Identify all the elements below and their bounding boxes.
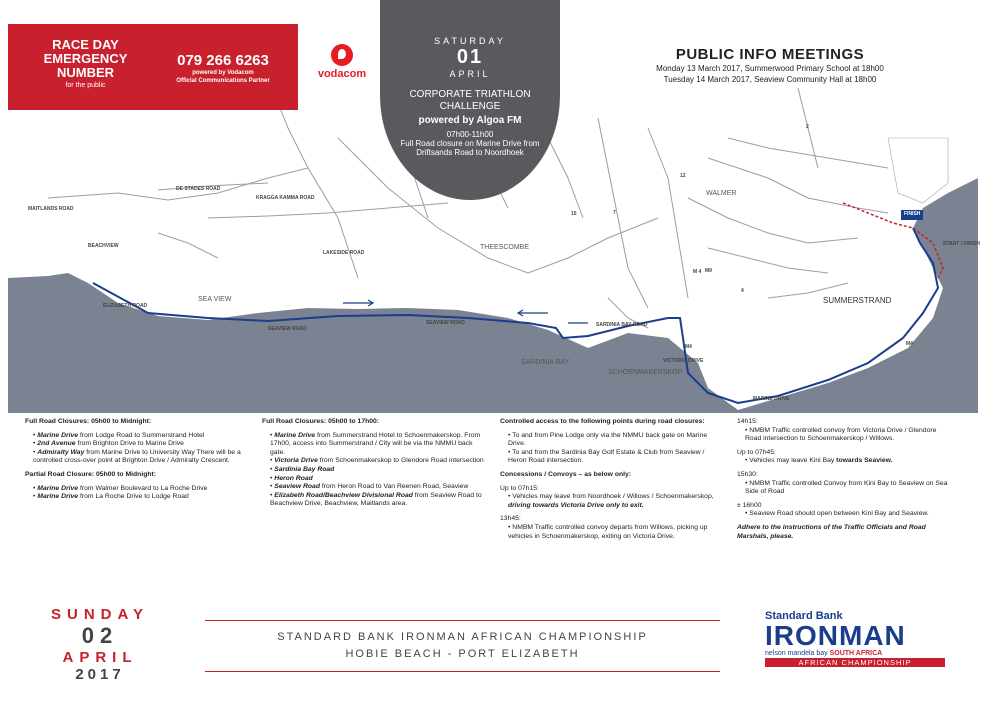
section-heading: Concessions / Convoys – as below only: bbox=[500, 470, 632, 478]
emergency-subtitle: for the public bbox=[65, 82, 106, 89]
route-number: 2 bbox=[806, 124, 809, 130]
meetings-title: PUBLIC INFO MEETINGS bbox=[675, 46, 865, 63]
event-badge bbox=[380, 0, 560, 200]
area-label: SARDINIA BAY bbox=[521, 359, 570, 366]
event-name-2: CHALLENGE bbox=[439, 101, 501, 112]
emergency-phone[interactable]: 079 266 6263 bbox=[177, 52, 269, 69]
time-label: 15h30: bbox=[737, 470, 758, 478]
event-powered: powered by Algoa FM bbox=[418, 115, 522, 126]
footer-date bbox=[30, 606, 170, 683]
brand-name: IRONMAN bbox=[765, 620, 906, 651]
closure-item: • Marine Drive from La Roche Drive to Lodge Road bbox=[33, 493, 250, 502]
map-label: SEAVIEW ROAD bbox=[268, 326, 307, 332]
info-column-4 bbox=[737, 418, 952, 546]
map-label: VICTORIA DRIVE bbox=[663, 358, 704, 364]
emergency-powered: powered by Vodacom bbox=[192, 70, 254, 76]
section-heading: Partial Road Closure: 05h00 to Midnight: bbox=[25, 470, 157, 478]
emergency-title-1: RACE DAY bbox=[52, 37, 119, 52]
access-item: • To and from Pine Lodge only via the NMMU back gate on Marine Drive. bbox=[508, 432, 720, 449]
time-label: Up to 07h15: bbox=[500, 484, 539, 492]
footer-title bbox=[205, 620, 720, 672]
start-finish-label: START / FINISH bbox=[943, 241, 980, 247]
time-label: 14h15: bbox=[737, 418, 758, 425]
map-label: SEAVIEW ROAD bbox=[426, 320, 465, 326]
convoy-item: • NMBM Traffic controlled convoy departs from Willows, picking up vehicles in Schoenmakerskop, exiting on Victoria Drive. bbox=[508, 524, 720, 541]
vodacom-name: vodacom bbox=[317, 68, 367, 80]
closure-item: • Elizabeth Road/Beachview Divisional Road from Seaview Road to Beachview Drive, Beachview, Maitlands area. bbox=[270, 492, 487, 509]
route-number: M 4 bbox=[693, 269, 702, 275]
footer-date-number: 02 bbox=[81, 623, 119, 648]
area-label: SEA VIEW bbox=[198, 296, 232, 303]
event-date: 01 bbox=[456, 46, 484, 68]
closure-item: • Victoria Drive from Schoenmakerskop to Glendore Road intersection bbox=[270, 457, 487, 466]
convoy-item: • Vehicles may leave from Noordhoek / Willows / Schoenmakerskop, driving towards Victoria Drive only to exit. bbox=[508, 493, 720, 510]
footer-month: APRIL bbox=[62, 649, 138, 666]
section-heading: Full Road Closures: 05h00 to 17h00: bbox=[262, 418, 380, 425]
convoy-item: • NMBM Traffic controlled Convoy from Kini Bay to Seaview on Sea Side of Road bbox=[745, 480, 952, 497]
emergency-title-3: NUMBER bbox=[56, 65, 115, 80]
info-column-2 bbox=[262, 418, 487, 514]
route-number: 12 bbox=[680, 173, 686, 179]
footer-year: 2017 bbox=[75, 666, 125, 683]
convoy-item: • Seaview Road should open between Kini Bay and Seaview. bbox=[745, 510, 952, 519]
event-time: 07h00-11h00 bbox=[446, 130, 494, 139]
map-label: KRAGGA KAMMA ROAD bbox=[256, 195, 315, 201]
time-label: Up to 07h45: bbox=[737, 448, 776, 456]
area-label: THEESCOMBE bbox=[480, 244, 530, 251]
ironman-logo bbox=[765, 610, 945, 667]
vodacom-icon bbox=[331, 44, 353, 66]
adhere-note: Adhere to the instructions of the Traffic Officials and Road Marshals, please. bbox=[737, 523, 926, 540]
route-number: 4 bbox=[741, 288, 744, 294]
championship-badge: AFRICAN CHAMPIONSHIP bbox=[765, 658, 945, 667]
footer-day: SUNDAY bbox=[51, 606, 149, 623]
access-item: • To and from the Sardinia Bay Golf Estate & Club from Seaview / Heron Road intersection. bbox=[508, 449, 720, 466]
map-label: ELIZABETH ROAD bbox=[103, 303, 148, 309]
closure-item: • Heron Road bbox=[270, 475, 487, 484]
closure-item: • Marine Drive from Summerstrand Hotel to Schoenmakerskop. From 17h00, access into Summerstrand / City will be via the NMMU back gate. bbox=[270, 432, 487, 458]
time-label: ± 16h00 bbox=[737, 501, 762, 509]
vodacom-logo bbox=[312, 44, 372, 80]
convoy-item: • NMBM Traffic controlled convoy from Victoria Drive / Glendore Road intersection to Schoenmakerskop / Willows. bbox=[745, 427, 952, 444]
event-month: APRIL bbox=[449, 69, 491, 79]
closure-item: • Sardinia Bay Road bbox=[270, 466, 487, 475]
meeting-line: Tuesday 14 March 2017, Seaview Community Hall at 18h00 bbox=[663, 75, 877, 84]
section-heading: Controlled access to the following points during road closures: bbox=[500, 418, 705, 425]
map-label: MAITLANDS ROAD bbox=[28, 206, 74, 212]
map-label: BEACHVIEW bbox=[88, 243, 119, 249]
route-number: M9 bbox=[705, 268, 712, 274]
event-day: SATURDAY bbox=[434, 36, 506, 46]
info-column-1 bbox=[25, 418, 250, 507]
event-closure: Full Road closure on Marine Drive from Driftsands Road to Noordhoek bbox=[400, 139, 540, 157]
championship-title: STANDARD BANK IRONMAN AFRICAN CHAMPIONSHIP bbox=[277, 631, 648, 643]
emergency-partner: Official Communications Partner bbox=[176, 78, 270, 84]
meeting-line: Monday 13 March 2017, Summerwood Primary School at 18h00 bbox=[656, 64, 884, 73]
finish-label: FINISH bbox=[904, 211, 921, 217]
map-label: SARDINIA BAY ROAD bbox=[596, 322, 648, 328]
map-label: DE STADES ROAD bbox=[176, 186, 221, 192]
route-number: 15 bbox=[571, 211, 577, 217]
closure-item: • Marine Drive from Walmer Boulevard to La Roche Drive bbox=[33, 485, 250, 494]
route-number: M4 bbox=[906, 341, 913, 347]
convoy-item: • Vehicles may leave Kini Bay towards Seaview. bbox=[745, 457, 952, 466]
area-label: SUMMERSTRAND bbox=[823, 296, 892, 305]
closure-item: • Marine Drive from Lodge Road to Summerstrand Hotel bbox=[33, 432, 250, 441]
sponsor-name: Standard Bank bbox=[765, 610, 843, 622]
emergency-panel bbox=[8, 24, 298, 110]
closure-item: • Seaview Road from Heron Road to Van Reenen Road, Seaview bbox=[270, 483, 487, 492]
map-label: MARINE DRIVE bbox=[753, 396, 790, 402]
time-label: 13h45: bbox=[500, 515, 521, 523]
info-column-3 bbox=[500, 418, 720, 546]
emergency-title-2: EMERGENCY bbox=[43, 51, 128, 66]
closure-item: • 2nd Avenue from Brighton Drive to Marine Drive bbox=[33, 440, 250, 449]
route-number: 7 bbox=[613, 210, 616, 216]
area-label: SCHOENMAKERSKOP bbox=[608, 369, 683, 376]
brand-location: nelson mandela bay SOUTH AFRICA bbox=[765, 650, 883, 657]
venue-title: HOBIE BEACH - PORT ELIZABETH bbox=[345, 648, 580, 660]
public-meetings bbox=[600, 46, 940, 85]
event-name-1: CORPORATE TRIATHLON bbox=[409, 89, 531, 100]
section-heading: Full Road Closures: 05h00 to Midnight: bbox=[25, 418, 152, 425]
route-number: M4 bbox=[685, 344, 692, 350]
closure-item: • Admiralty Way from Marine Drive to University Way There will be a controlled cross-over point at Brighton Drive / Admiralty Crescent. bbox=[33, 449, 250, 466]
area-label: WALMER bbox=[706, 190, 737, 197]
map-label: LAKESIDE ROAD bbox=[323, 250, 365, 256]
